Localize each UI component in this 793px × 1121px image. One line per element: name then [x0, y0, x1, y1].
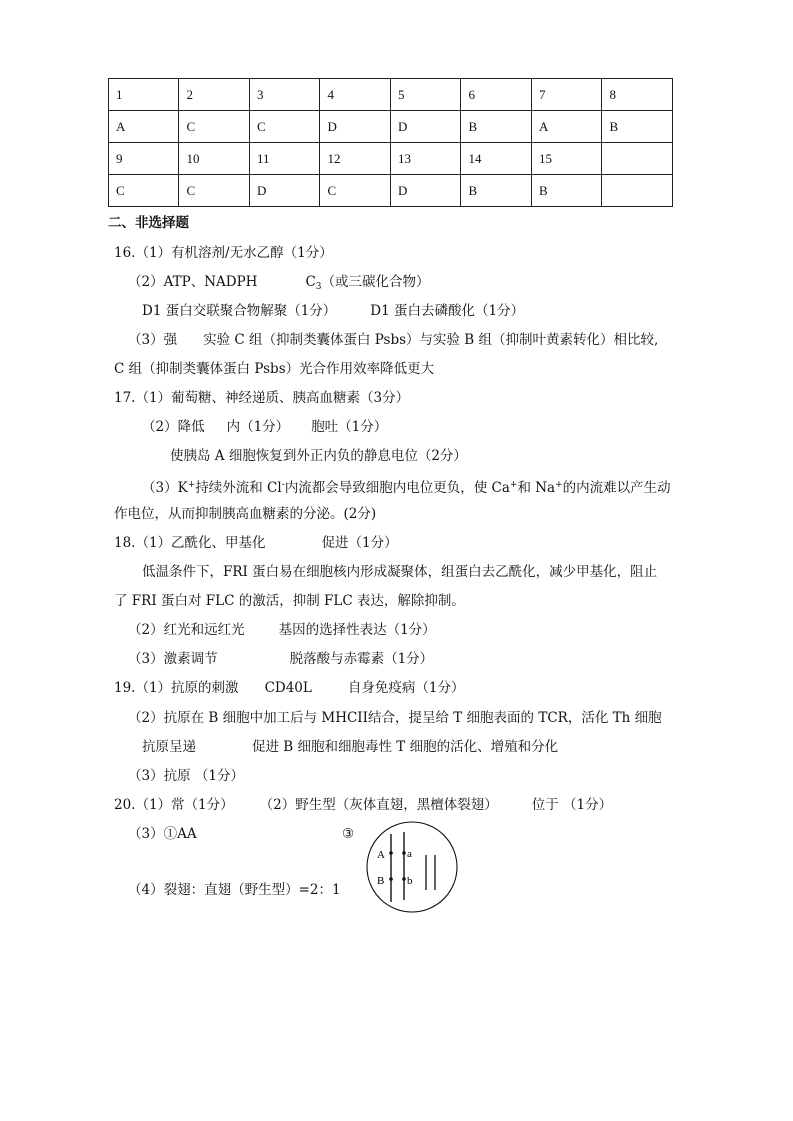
q19-line2: （2）抗原在 B 细胞中加工后与 MHCII结合，提呈给 T 细胞表面的 TCR，活化 Th 细胞	[128, 710, 662, 726]
table-cell: 10	[179, 143, 250, 175]
q20-line2: （3）①AA	[128, 826, 197, 842]
section-title: 二、非选择题	[108, 215, 189, 231]
table-cell: 6	[461, 79, 532, 111]
q17-part2-c: 胞吐（1分）	[311, 419, 388, 435]
q18-part5-a: （3）激素调节	[128, 651, 218, 667]
q18-part5-b: 脱落酸与赤霉素（1分）	[289, 651, 434, 667]
q19-line1	[114, 679, 464, 697]
locus-A-dot	[389, 851, 393, 855]
table-cell: A	[109, 111, 179, 143]
q17-line4: （3）K+持续外流和 Cl-内流都会导致细胞内电位更负，使 Ca+和 Na+的内流难以产生动	[142, 480, 671, 496]
table-cell: B	[531, 175, 602, 207]
q19-part3-a: 抗原呈递	[142, 739, 196, 755]
table-cell: A	[531, 111, 602, 143]
table-cell: 12	[320, 143, 391, 175]
q18-line5	[128, 650, 433, 668]
q16-line1: 16.（1）有机溶剂/无水乙醇（1分）	[114, 245, 333, 261]
q19-part3-b: 促进 B 细胞和细胞毒性 T 细胞的活化、增殖和分化	[252, 739, 559, 755]
q16-line2	[128, 273, 430, 296]
table-cell: 2	[179, 79, 250, 111]
table-cell: 15	[531, 143, 602, 175]
q19-line3	[142, 738, 558, 756]
q18-line4	[128, 621, 436, 639]
q17-line1: 17.（1）葡萄糖、神经递质、胰高血糖素（3分）	[114, 390, 410, 406]
table-cell: 4	[320, 79, 391, 111]
q16-line4	[128, 331, 658, 349]
answer-table	[108, 78, 673, 207]
table-cell: 5	[390, 79, 461, 111]
q16-part2-a: （2）ATP、NADPH	[128, 274, 258, 290]
label-b: b	[407, 875, 413, 887]
q18-line1	[114, 534, 398, 552]
table-cell: C	[179, 175, 250, 207]
label-a: a	[407, 848, 412, 860]
table-cell: C	[320, 175, 391, 207]
q16-part3-a: D1 蛋白交联聚合物解聚（1分）	[142, 303, 337, 319]
table-row	[109, 79, 673, 111]
q20-part1-b: （2）野生型（灰体直翅，黑檀体裂翅）	[259, 797, 498, 813]
q19-part1-c: 自身免疫病（1分）	[347, 680, 465, 696]
q18-part4-a: （2）红光和远红光	[128, 622, 245, 638]
q16-part3-b: D1 蛋白去磷酸化（1分）	[370, 303, 525, 319]
table-cell: 1	[109, 79, 179, 111]
table-row	[109, 143, 673, 175]
q16-line3	[142, 302, 524, 320]
q16-part2-c3: $C_3$（或三碳化合物）	[305, 274, 430, 292]
table-row	[109, 175, 673, 207]
q18-line3: 了 FRI 蛋白对 FLC 的激活，抑制 FLC 表达，解除抑制。	[114, 593, 465, 609]
q18-part1-a: 18.（1）乙酰化、甲基化	[114, 535, 266, 551]
table-cell: 11	[249, 143, 320, 175]
q17-line3: 使胰岛 A 细胞恢复到外正内负的静息电位（2分）	[170, 448, 467, 464]
table-cell: 7	[531, 79, 602, 111]
label-A: A	[377, 849, 385, 861]
q17-part2-b: 内（1分）	[226, 419, 290, 435]
q16-line5: C 组（抑制类囊体蛋白 Psbs）光合作用效率降低更大	[114, 361, 435, 377]
q17-line5: 作电位，从而抑制胰高血糖素的分泌。(2分)	[114, 506, 377, 522]
table-cell: D	[249, 175, 320, 207]
table-cell: C	[179, 111, 250, 143]
locus-B-dot	[389, 877, 393, 881]
chromosome-diagram	[364, 820, 460, 914]
cell-outline	[367, 822, 457, 912]
table-cell: B	[461, 111, 532, 143]
table-cell: 14	[461, 143, 532, 175]
table-cell: 8	[602, 79, 673, 111]
table-cell: B	[461, 175, 532, 207]
label-B: B	[377, 875, 385, 887]
table-cell: D	[390, 111, 461, 143]
q17-part2-a: （2）降低	[142, 419, 205, 435]
table-cell: C	[249, 111, 320, 143]
table-cell	[602, 175, 673, 207]
table-cell: 9	[109, 143, 179, 175]
q20-line1	[114, 796, 612, 814]
locus-b-dot	[402, 877, 406, 881]
locus-a-dot	[402, 851, 406, 855]
q17-line2	[142, 418, 387, 436]
q19-part1-b: CD40L	[264, 680, 312, 696]
table-row	[109, 111, 673, 143]
table-cell: D	[320, 111, 391, 143]
q20-line3: （4）裂翅：直翅（野生型）=2：1	[128, 882, 341, 898]
q18-line2: 低温条件下，FRI 蛋白易在细胞核内形成凝聚体，组蛋白去乙酰化，减少甲基化，阻止	[142, 564, 658, 580]
table-cell	[602, 143, 673, 175]
q16-part4-b: 实验 C 组（抑制类囊体蛋白 Psbs）与实验 B 组（抑制叶黄素转化）相比较,	[203, 332, 659, 348]
q18-part1-b: 促进（1分）	[321, 535, 398, 551]
q20-part1-c: 位于 （1分）	[531, 797, 613, 813]
table-cell: 13	[390, 143, 461, 175]
q20-part1-a: 20.（1）常（1分）	[114, 797, 234, 813]
table-cell: D	[390, 175, 461, 207]
q18-part4-b: 基因的选择性表达（1分）	[278, 622, 436, 638]
table-cell: B	[602, 111, 673, 143]
q19-part1-a: 19.（1）抗原的刺激	[114, 680, 239, 696]
q16-part4-a: （3）强	[128, 332, 178, 348]
table-cell: C	[109, 175, 179, 207]
q20-circled-three: ③	[342, 826, 355, 842]
q19-line4: （3）抗原 （1分）	[128, 768, 244, 784]
table-cell: 3	[249, 79, 320, 111]
